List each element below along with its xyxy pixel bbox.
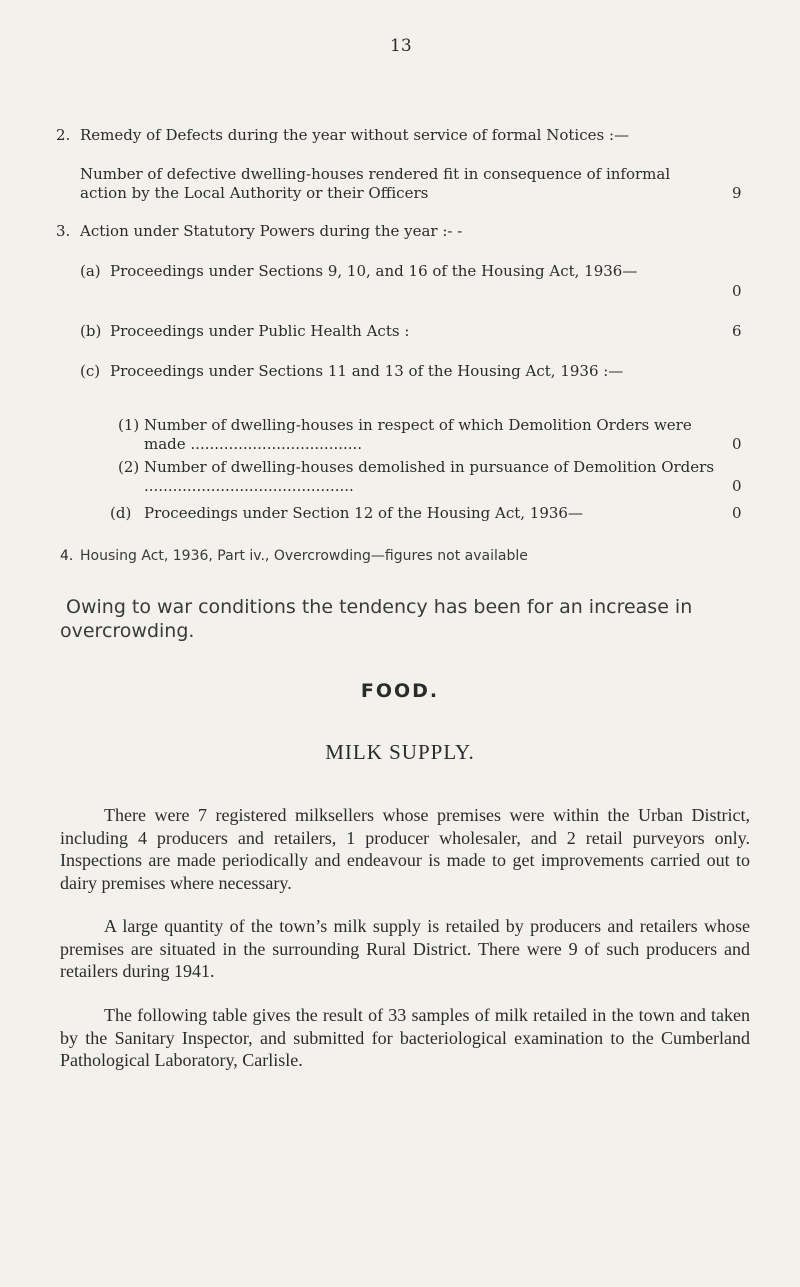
item-3c2-value: 0 bbox=[732, 477, 742, 495]
item-3c1-text: Number of dwelling-houses in respect of which Demolition Orders were made .................................... bbox=[144, 416, 692, 453]
item-3c2-label: (2) bbox=[118, 458, 140, 476]
item-4-text: Housing Act, 1936, Part iv., Overcrowding—figures not available bbox=[80, 548, 528, 564]
item-3c-text: Proceedings under Sections 11 and 13 of the Housing Act, 1936 :— bbox=[110, 362, 624, 380]
food-heading: FOOD. bbox=[360, 680, 440, 702]
paragraph-milksellers: There were 7 registered milksellers whose premises were within the Urban District, including 4 producers and retailers, 1 producer wholesaler, and 2 retail purveyors only. Inspections are made periodically and endeavour is made to get improvements carried out to dairy premises where necessary. bbox=[60, 805, 750, 893]
item-3-title: Action under Statutory Powers during the year :- - bbox=[80, 222, 463, 240]
item-3a-label: (a) bbox=[80, 262, 101, 280]
item-4-number: 4. bbox=[60, 548, 74, 564]
item-3b-label: (b) bbox=[80, 322, 102, 340]
overcrowding-note: Owing to war conditions the tendency has been for an increase in overcrowding. bbox=[60, 596, 693, 642]
item-3c1-label: (1) bbox=[118, 416, 140, 434]
item-3b-value: 6 bbox=[732, 322, 742, 340]
paragraph-samples: The following table gives the result of 33 samples of milk retailed in the town and taken by the Sanitary Inspector, and submitted for bacteriological examination to the Cumberland Pathological Laboratory, Carlisle. bbox=[60, 1005, 750, 1070]
item-2-sub-value: 9 bbox=[732, 184, 742, 202]
item-3d-label: (d) bbox=[110, 504, 132, 522]
item-3d-value: 0 bbox=[732, 504, 742, 522]
paragraph-rural-supply: A large quantity of the town’s milk supply is retailed by producers and retailers whose premises are situated in the surrounding Rural District. There were 9 of such producers and retailers during 1941. bbox=[60, 916, 750, 981]
item-2-title: Remedy of Defects during the year without service of formal Notices :— bbox=[80, 126, 630, 144]
item-3a-value: 0 bbox=[732, 282, 742, 300]
item-3a-text: Proceedings under Sections 9, 10, and 16 of the Housing Act, 1936— bbox=[110, 262, 638, 280]
item-3c1-value: 0 bbox=[732, 435, 742, 453]
item-2-sub-text: Number of defective dwelling-houses rendered fit in consequence of informal action by the Local Authority or their Officers bbox=[80, 165, 671, 202]
milk-supply-heading: MILK SUPPLY. bbox=[325, 740, 475, 764]
item-3b-text: Proceedings under Public Health Acts : bbox=[110, 322, 410, 340]
item-2-number: 2. bbox=[56, 126, 71, 144]
item-3c-label: (c) bbox=[80, 362, 101, 380]
item-3c2-text: Number of dwelling-houses demolished in pursuance of Demolition Orders ............................................ bbox=[144, 458, 714, 495]
item-3d-text: Proceedings under Section 12 of the Housing Act, 1936— bbox=[144, 504, 583, 522]
page-number: 13 bbox=[390, 36, 412, 56]
item-3-number: 3. bbox=[56, 222, 71, 240]
